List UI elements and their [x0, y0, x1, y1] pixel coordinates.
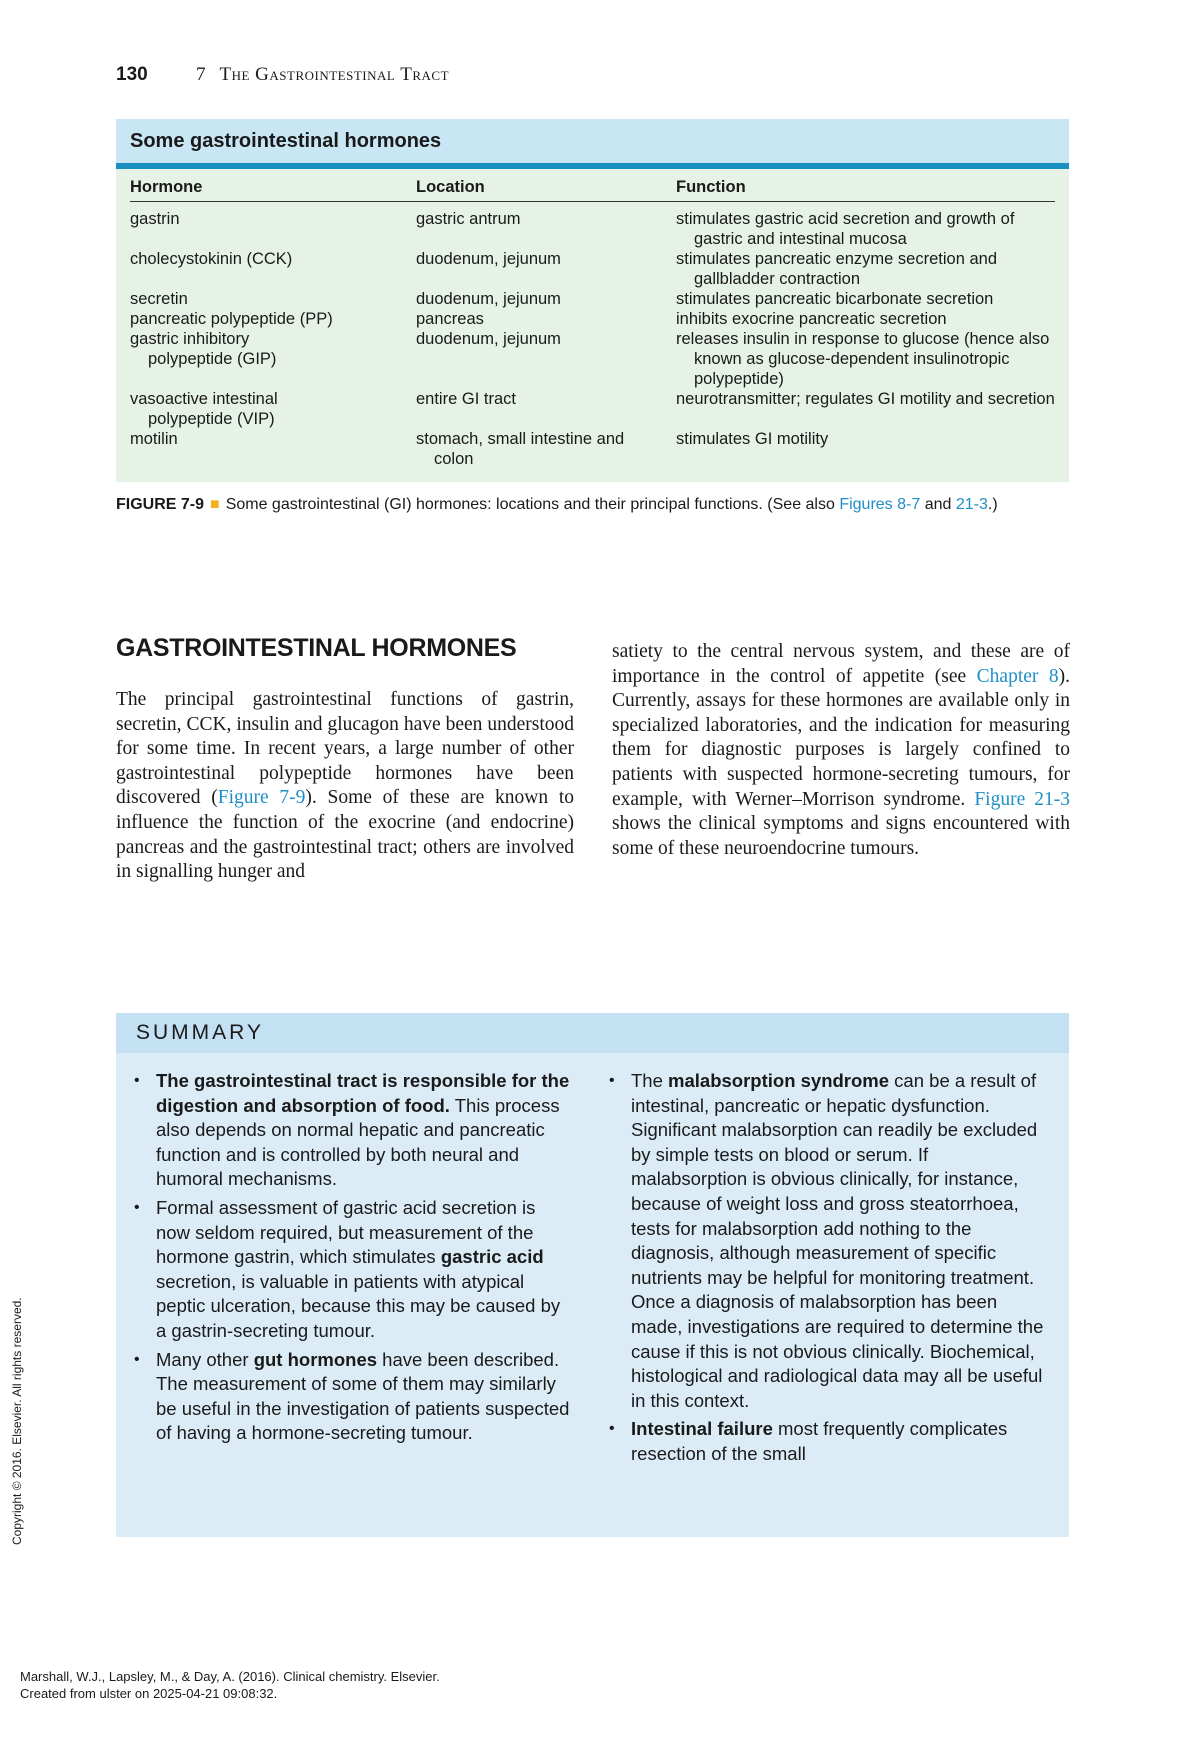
figure-caption — [116, 494, 1069, 515]
function-cell: stimulates pancreatic bicarbonate secretion — [676, 290, 994, 308]
location-cell: pancreas — [416, 310, 484, 328]
bullet-text: can be a result of intestinal, pancreatic or hepatic dysfunction. Significant malabsorption can readily be excluded by simple tests on blood or serum. If malabsorption is obvious clinically, for instance, because of weight loss and gross steatorrhoea, tests for malabsorption add nothing to the diagnosis, although measurement of specific nutrients may be helpful for monitoring treatment. Once a diagnosis of malabsorption has been made, investigations are required to determine the cause if this is not obvious clinically. Biochemical, histological and radiological data may all be useful in this context. — [631, 1070, 1044, 1411]
table-header-row — [130, 171, 1055, 202]
function-cell: stimulates pancreatic enzyme secretion and gallbladder contraction — [676, 250, 997, 288]
caption-text: Some gastrointestinal (GI) hormones: locations and their principal functions. (See also — [225, 496, 840, 513]
hormone-table-figure — [116, 119, 1069, 482]
hormone-cell: cholecystokinin (CCK) — [130, 250, 293, 268]
table-row — [130, 209, 1055, 249]
summary-list-right — [609, 1069, 1049, 1471]
bullet-bold: gastric acid — [440, 1246, 544, 1268]
table-row — [130, 329, 1055, 389]
body-text: The principal gastrointestinal functions of gastrin, secretin, CCK, insulin and glucagon have been understood for some time. In recent years, a large number of other gastrointestinal polypeptide hormones have been discovered ( — [116, 689, 574, 809]
summary-box — [116, 1013, 1069, 1537]
summary-bullet — [134, 1348, 574, 1446]
citation-line: Marshall, W.J., Lapsley, M., & Day, A. (2016). Clinical chemistry. Elsevier. — [20, 1669, 440, 1684]
bullet-text: This process also depends on normal hepatic and pancreatic function and is controlled by both neural and humoral mechanisms. — [156, 1094, 560, 1190]
function-cell: stimulates gastric acid secretion and growth of gastric and intestinal mucosa — [676, 210, 1015, 248]
body-text: ). Some of these are known to influence the function of the exocrine (and endocrine) pancreas and the gastrointestinal tract; others are involved in signalling hunger and — [116, 787, 575, 883]
bullet-icon: • — [609, 1072, 615, 1089]
bullet-text: most frequently complicates resection of the small — [631, 1418, 1008, 1464]
hormone-cell: vasoactive intestinal polypeptide (VIP) — [130, 390, 278, 428]
bullet-icon: • — [134, 1350, 140, 1368]
table-row — [130, 249, 1055, 289]
bullet-bold: The gastrointestinal tract is responsible for the digestion and absorption of food. — [156, 1070, 570, 1116]
citation-footer — [20, 1668, 440, 1702]
body-text: satiety to the central nervous system, and these are of importance in the control of appetite (see — [612, 641, 1070, 687]
caption-square-icon: ■ — [210, 496, 220, 513]
bullet-bold: gut hormones — [253, 1348, 378, 1370]
body-text: ). Currently, assays for these hormones are available only in specialized laboratories, and the indication for measuring them for diagnostic purposes is largely confined to patients with suspected hormone-secreting tumours, for example, with Werner–Morrison syndrome. — [612, 665, 1070, 810]
location-cell: duodenum, jejunum — [416, 250, 561, 268]
location-cell: gastric antrum — [416, 210, 521, 228]
hormone-cell: motilin — [130, 430, 178, 448]
table-row — [130, 309, 1055, 329]
figure-21-3-link[interactable]: 21-3 — [955, 496, 988, 513]
function-cell: neurotransmitter; regulates GI motility and secretion — [676, 390, 1055, 408]
page-number: 130 — [116, 64, 148, 85]
header-hormone: Hormone — [130, 178, 203, 196]
function-cell: stimulates GI motility — [676, 430, 829, 448]
table-row — [130, 429, 1055, 469]
bullet-text: Many other — [156, 1348, 254, 1370]
bullet-bold: Intestinal failure — [631, 1418, 773, 1440]
table-body — [130, 202, 1055, 469]
hormone-cell: pancreatic polypeptide (PP) — [130, 310, 333, 328]
bullet-text: secretion, is valuable in patients with atypical peptic ulceration, because this may be caused by a gastrin-secreting tumour. — [156, 1270, 561, 1341]
running-head — [116, 64, 449, 90]
table-row — [130, 389, 1055, 429]
function-cell: inhibits exocrine pancreatic secretion — [676, 310, 947, 328]
chapter-number: 7 — [196, 64, 206, 85]
header-location: Location — [416, 178, 485, 196]
body-column-left — [116, 688, 574, 885]
table-row — [130, 289, 1055, 309]
bullet-icon: • — [134, 1072, 140, 1089]
location-cell: duodenum, jejunum — [416, 330, 561, 348]
figure-21-3-body-link[interactable]: Figure 21-3 — [974, 788, 1071, 810]
summary-title: SUMMARY — [116, 1013, 1069, 1053]
summary-list-left — [134, 1069, 574, 1450]
hormone-table — [130, 171, 1055, 469]
bullet-bold: malabsorption syndrome — [668, 1070, 890, 1091]
bullet-icon: • — [609, 1420, 615, 1438]
chapter-title: The Gastrointestinal Tract — [219, 64, 450, 85]
summary-bullet — [134, 1196, 574, 1344]
function-cell: releases insulin in response to glucose (hence also known as glucose-dependent insulinotropic polypeptide) — [676, 330, 1050, 388]
figure-7-9-link[interactable]: Figure 7-9 — [217, 787, 306, 809]
bullet-icon: • — [134, 1198, 140, 1216]
location-cell: stomach, small intestine and colon — [416, 430, 625, 468]
hormone-cell: gastrin — [130, 210, 180, 228]
body-column-right — [612, 640, 1070, 861]
bullet-text: The — [631, 1070, 669, 1091]
caption-mid: and — [920, 496, 956, 513]
figure-label: FIGURE 7-9 — [116, 496, 205, 513]
chapter-8-link[interactable]: Chapter 8 — [976, 665, 1059, 687]
figure-8-7-link[interactable]: Figures 8-7 — [839, 496, 921, 513]
section-heading: GASTROINTESTINAL HORMONES — [116, 634, 517, 662]
summary-bullet — [134, 1069, 574, 1192]
summary-bullet — [609, 1417, 1049, 1466]
bullet-text: have been described. The measurement of some of them may similarly be useful in the investigation of patients suspected of having a hormone-secreting tumour. — [156, 1348, 570, 1444]
bullet-text: Formal assessment of gastric acid secretion is now seldom required, but measurement of the hormone gastrin, which stimulates — [156, 1196, 536, 1268]
header-function: Function — [676, 178, 746, 196]
copyright-notice: Copyright © 2016. Elsevier. All rights reserved. — [10, 1297, 24, 1545]
body-text: shows the clinical symptoms and signs encountered with some of these neuroendocrine tumours. — [612, 813, 1070, 859]
created-line: Created from ulster on 2025-04-21 09:08:32. — [20, 1686, 278, 1701]
location-cell: duodenum, jejunum — [416, 290, 561, 308]
hormone-cell: gastric inhibitory polypeptide (GIP) — [130, 330, 277, 368]
location-cell: entire GI tract — [416, 390, 516, 408]
summary-bullet — [609, 1069, 1049, 1413]
caption-end: .) — [987, 496, 998, 513]
table-title: Some gastrointestinal hormones — [116, 119, 1069, 169]
hormone-cell: secretin — [130, 290, 188, 308]
